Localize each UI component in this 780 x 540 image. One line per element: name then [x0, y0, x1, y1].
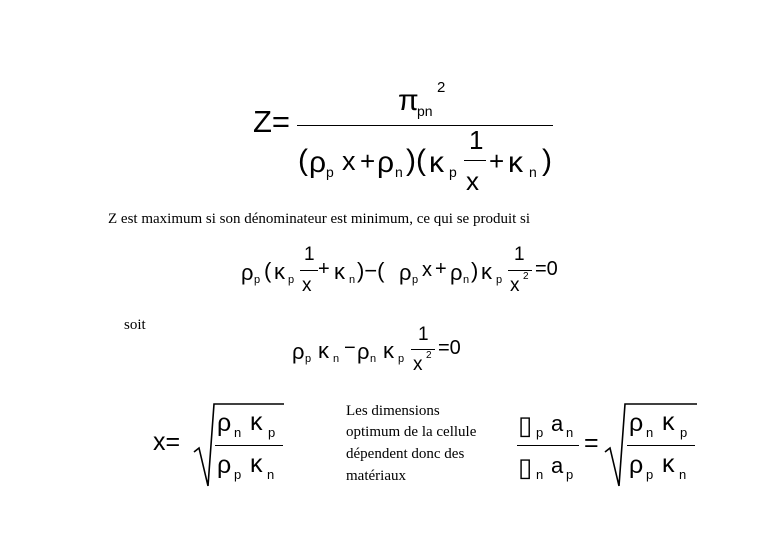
eq4-den-sub-p: p [234, 467, 242, 482]
eq2-close-minus-open: )−( [357, 258, 385, 283]
eq2-f2-superscript: 2 [523, 271, 529, 282]
eq1-kappa-n: κ [508, 146, 523, 179]
eq2-sub-p: p [254, 274, 261, 286]
text-note-line-2: optimum de la cellule [346, 424, 477, 440]
eq2-f2-denominator: x [510, 275, 520, 296]
eq1-open-paren: ( [298, 144, 308, 177]
eq1-close-paren: ) [542, 144, 552, 177]
eq5-equals: = [584, 429, 599, 457]
eq5-den-sub-n: n [536, 467, 544, 482]
eq5-r-den-rho: ρ [629, 451, 644, 479]
eq2-close-paren: ) [471, 258, 479, 283]
eq2-equals-zero: =0 [535, 258, 558, 280]
eq1-sub-p2: p [449, 164, 457, 180]
eq5-den-a: a [551, 453, 564, 478]
eq5-num-sub-p: p [536, 425, 544, 440]
text-note-line-4: matériaux [346, 468, 406, 484]
eq3-sub-n2: n [370, 353, 377, 365]
eq3-kappa-p: κ [383, 338, 394, 363]
eq1-pi-superscript: 2 [437, 79, 446, 96]
eq4-num-rho: ρ [217, 409, 232, 437]
eq1-inner-fraction-bar [464, 160, 486, 161]
eq2-sub-n: n [349, 274, 356, 286]
eq3-minus: − [344, 337, 356, 359]
eq2-open-paren: ( [264, 258, 272, 283]
eq3-rho-n: ρ [357, 339, 370, 364]
eq5-r-num-kappa: κ [662, 408, 675, 436]
eq3-sub-p2: p [398, 353, 405, 365]
text-soit: soit [124, 317, 146, 333]
eq5-num-sub-n: n [566, 425, 574, 440]
eq2-f1-denominator: x [302, 275, 312, 296]
eq1-fraction-bar [297, 125, 553, 126]
eq1-rho-p: ρ [309, 146, 327, 179]
eq2-rho-p: ρ [241, 260, 254, 285]
eq5-r-num-sub-p: p [680, 425, 688, 440]
eq4-den-rho: ρ [217, 451, 232, 479]
eq1-sub-n2: n [529, 164, 537, 180]
eq4-lhs: x= [153, 428, 181, 456]
eq1-lhs: Z= [253, 104, 291, 139]
eq2-plus2: + [435, 258, 447, 280]
eq1-mid-parens: )( [406, 144, 426, 177]
eq3-sub-n: n [333, 353, 340, 365]
eq3-f-denominator: x [413, 354, 423, 375]
eq4-num-sub-n: n [234, 425, 242, 440]
eq2-rho-n: ρ [450, 260, 463, 285]
eq4-num-sub-p: p [268, 425, 276, 440]
eq2-rho-p2: ρ [399, 260, 412, 285]
eq3-kappa-n: κ [318, 338, 329, 363]
eq4-den-kappa: κ [250, 450, 263, 478]
eq2-f1-bar [300, 270, 318, 271]
eq1-frac-denominator: x [466, 166, 479, 196]
eq1-sub-n: n [395, 164, 403, 180]
eq2-kappa-p: κ [274, 259, 285, 284]
eq1-rho-n: ρ [377, 146, 395, 179]
eq5-den-missing-glyph: ▯ [518, 452, 533, 482]
eq5-num-missing-glyph: ▯ [518, 410, 533, 440]
eq1-sub-p: p [326, 164, 334, 180]
eq2-f1-numerator: 1 [304, 244, 315, 265]
eq5-den-sub-p: p [566, 467, 574, 482]
eq3-f-numerator: 1 [418, 324, 429, 345]
eq5-right-fraction-bar [627, 445, 695, 446]
text-maximum-condition: Z est maximum si son dénominateur est minimum, ce qui se produit si [108, 211, 531, 227]
eq4-fraction-bar [215, 445, 283, 446]
eq2-kappa-n: κ [334, 259, 345, 284]
text-note-line-3: dépendent donc des [346, 446, 465, 462]
eq5-r-num-rho: ρ [629, 409, 644, 437]
eq3-rho-p: ρ [292, 339, 305, 364]
eq2-sub-p4: p [496, 274, 503, 286]
eq2-sub-p2: p [288, 274, 295, 286]
eq5-r-den-sub-n: n [679, 467, 687, 482]
eq3-f-superscript: 2 [426, 350, 432, 361]
eq2-f2-numerator: 1 [514, 244, 525, 265]
eq2-sub-n2: n [463, 274, 470, 286]
eq5-num-a: a [551, 411, 564, 436]
eq4-num-kappa: κ [250, 408, 263, 436]
eq1-plus2: + [489, 146, 505, 176]
eq2-sub-p3: p [412, 274, 419, 286]
eq1-pi-symbol: π [398, 84, 419, 117]
eq5-r-den-sub-p: p [646, 467, 654, 482]
eq5-left-fraction-bar [517, 445, 579, 446]
eq1-plus: + [360, 146, 376, 176]
eq3-equals-zero: =0 [438, 337, 461, 359]
eq1-x: x [342, 146, 356, 176]
eq1-pi-subscript: pn [417, 103, 433, 119]
eq5-r-den-kappa: κ [662, 450, 675, 478]
eq2-kappa-p2: κ [481, 259, 492, 284]
eq2-x: x [422, 259, 432, 281]
eq3-sub-p: p [305, 353, 312, 365]
eq5-r-num-sub-n: n [646, 425, 654, 440]
text-note-line-1: Les dimensions [346, 403, 440, 419]
eq2-plus1: + [318, 258, 330, 280]
eq4-den-sub-n: n [267, 467, 275, 482]
eq1-kappa-p: κ [429, 146, 444, 179]
eq1-frac-numerator: 1 [469, 125, 484, 155]
